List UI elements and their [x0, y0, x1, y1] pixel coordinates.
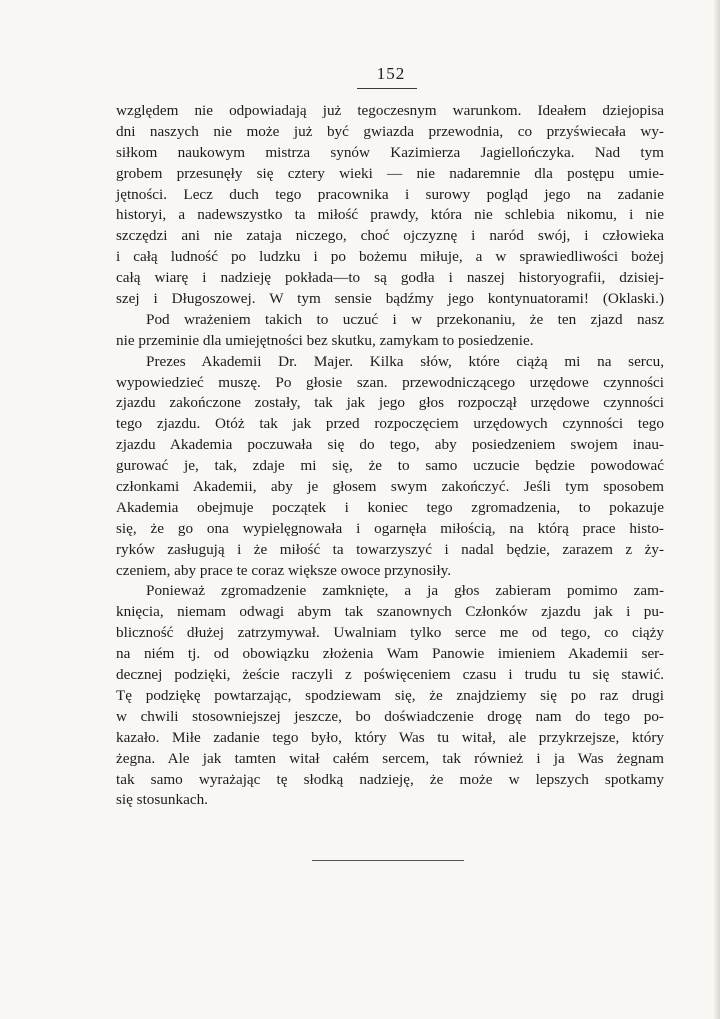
- text-line: wypowiedzieć muszę. Po głosie szan. przewodniczącego urzędowe czynności: [116, 373, 664, 391]
- page-number: 152: [376, 64, 406, 83]
- text-line: Tę podziękę powtarzając, spodziewam się, że znajdziemy się po raz drugi: [116, 686, 664, 704]
- page-edge-shadow: [714, 0, 720, 1019]
- footer-rule: [312, 860, 464, 861]
- text-line: historyi, a nadewszystko ta miłość prawdy, która nie schlebia nikomu, i nie: [116, 206, 664, 224]
- text-line: ryków zasługują i że miłość ta towarzyszyć i nadal będzie, zarazem z ży-: [116, 540, 664, 558]
- text-line: tak samo wyrażając tę słodką nadzieję, że może w lepszych spotkamy: [116, 770, 664, 788]
- text-line: żegna. Ale jak tamten witał całém sercem, tak również i ja Was żegnam: [116, 749, 664, 767]
- text-line: jętności. Lecz duch tego pracownika i surowy pogląd jego na zadanie: [116, 185, 664, 203]
- text-line: się stosunkach.: [116, 791, 208, 809]
- text-line: zjazdu Akademia poczuwała się do tego, aby posiedzeniem swojem inau-: [116, 436, 664, 454]
- text-line: Ponieważ zgromadzenie zamknięte, a ja głos zabieram pomimo zam-: [146, 582, 664, 600]
- text-line: i całą ludność po ludzku i po bożemu miłuje, a w sprawiedliwości bożej: [116, 248, 664, 266]
- text-line: całą wiarę i nadzieję pokłada—to są godła i naszej historyografii, dzisiej-: [116, 269, 664, 287]
- text-line: względem nie odpowiadają już tegoczesnym warunkom. Ideałem dziejopisa: [116, 102, 664, 119]
- text-line: kazało. Miłe zadanie tego było, który Was tu witał, ale przykrzejsze, który: [116, 728, 664, 746]
- text-line: Prezes Akademii Dr. Majer. Kilka słów, które ciążą mi na sercu,: [146, 352, 664, 370]
- text-line: zjazdu zakończone zostały, tak jak jego głos rozpoczął urzędowe czynności: [116, 394, 664, 412]
- text-line: Pod wrażeniem takich to uczuć i w przekonaniu, że ten zjazd nasz: [146, 310, 664, 328]
- header-rule: [357, 88, 417, 89]
- text-line: Akademia obejmuje początek i koniec tego zgromadzenia, to pokazuje: [116, 498, 664, 516]
- text-line: się, że go ona wypielęgnowała i ogarnęła miłością, na którą prace histo-: [116, 519, 664, 537]
- text-line: grobem przesunęły się cztery wieki — nie nadaremnie dla postępu umie-: [116, 164, 664, 182]
- text-line: na niém tj. od obowiązku złożenia Wam Panowie imieniem Akademii ser-: [116, 645, 664, 663]
- text-line: członkami Akademii, aby je głosem swym zakończyć. Jeśli tym sposobem: [116, 478, 664, 496]
- text-line: czeniem, aby prace te coraz większe owoce przynosiły.: [116, 561, 452, 579]
- text-line: dni naszych nie może już być gwiazda przewodnia, co przyświecała wy-: [116, 122, 664, 140]
- text-line: tego zjazdu. Otóż tak jak przed rozpoczęciem urzędowych czynności tego: [116, 415, 664, 433]
- text-line: decznej podzięki, żeście raczyli z poświęceniem czasu i trudu tu się stawić.: [116, 666, 664, 684]
- body-text: [116, 101, 664, 811]
- text-line: knięcia, niemam odwagi abym tak szanownych Członków zjazdu jak i pu-: [116, 603, 664, 621]
- text-line: szczędzi ani nie zataja niczego, choć ojczyznę i naród swój, i człowieka: [116, 227, 664, 245]
- text-line: bliczność dłużej zatrzymywał. Uwalniam tylko serce me od tego, co ciąży: [116, 624, 664, 642]
- text-line: szej i Długoszowej. W tym sensie bądźmy jego kontynuatorami! (Oklaski.): [116, 290, 664, 308]
- text-line: w chwili stosowniejszej jeszcze, bo doświadczenie drogę nam do tego po-: [116, 707, 664, 725]
- text-line: siłkom naukowym mistrza synów Kazimierza Jagiellończyka. Nad tym: [116, 143, 664, 161]
- text-line: nie przeminie dla umiejętności bez skutku, zamykam to posiedzenie.: [116, 331, 534, 349]
- text-line: gurować je, tak, zdaje mi się, że to samo uczucie będzie powodować: [116, 457, 664, 475]
